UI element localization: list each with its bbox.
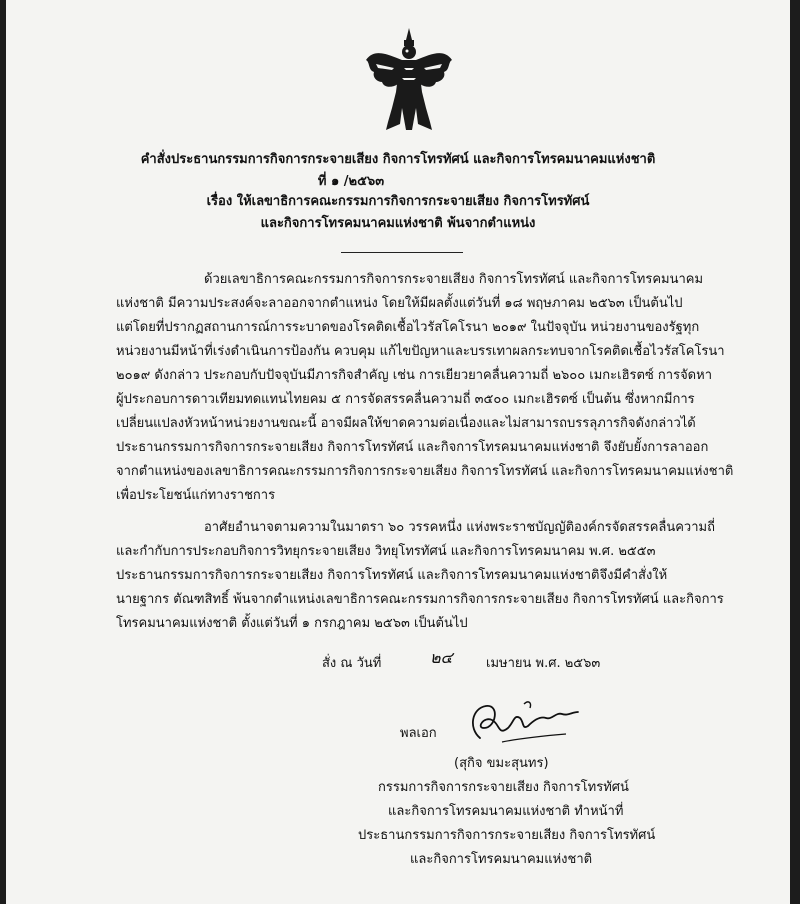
divider-rule [341,252,463,253]
paragraph-line: ๒๐๑๙ ดังกล่าว ประกอบกับปัจจุบันมีภารกิจสำคัญ เช่น การเยียวยาคลื่นความถี่ ๒๖๐๐ เมกะเฮิรตซ์ การจัดหา [116,368,712,383]
paragraph-line: เพื่อประโยชน์แก่ทางราชการ [116,488,276,503]
paragraph-line: และกำกับการประกอบกิจการวิทยุกระจายเสียง วิทยุโทรทัศน์ และกิจการโทรคมนาคม พ.ศ. ๒๕๕๓ [116,544,656,559]
subject-line-1: เรื่อง ให้เลขาธิการคณะกรรมการกิจการกระจายเสียง กิจการโทรทัศน์ [206,194,590,209]
signer-position-line: และกิจการโทรคมนาคมแห่งชาติ ทำหน้าที่ [388,804,624,819]
paragraph-line: แห่งชาติ มีความประสงค์จะลาออกจากตำแหน่ง โดยให้มีผลตั้งแต่วันที่ ๑๘ พฤษภาคม ๒๕๖๓ เป็นต้นไป [116,296,683,311]
garuda-emblem [362,26,456,134]
handwritten-signature [462,698,582,746]
paragraph-line: ด้วยเลขาธิการคณะกรรมการกิจการกระจายเสียง กิจการโทรทัศน์ และกิจการโทรคมนาคม [204,272,704,287]
order-number: ที่ ๑ /๒๕๖๓ [317,174,385,189]
date-prefix: สั่ง ณ วันที่ [322,656,382,671]
paragraph-line: อาศัยอำนาจตามความในมาตรา ๖๐ วรรคหนึ่ง แห่งพระราชบัญญัติองค์กรจัดสรรคลื่นความถี่ [204,520,715,535]
paragraph-line: ประธานกรรมการกิจการกระจายเสียง กิจการโทรทัศน์ และกิจการโทรคมนาคมแห่งชาติ จึงยับยั้งการลาออก [116,440,709,455]
date-day-handwritten: ๒๔ [430,648,453,667]
signer-position-line: กรรมการกิจการกระจายเสียง กิจการโทรทัศน์ [378,780,629,795]
order-title: คำสั่งประธานกรรมการกิจการกระจายเสียง กิจการโทรทัศน์ และกิจการโทรคมนาคมแห่งชาติ [140,152,656,167]
subject-line-2: และกิจการโทรคมนาคมแห่งชาติ พ้นจากตำแหน่ง [260,216,536,231]
signer-position-line: และกิจการโทรคมนาคมแห่งชาติ [410,852,593,867]
paragraph-line: เปลี่ยนแปลงหัวหน้าหน่วยงานขณะนี้ อาจมีผลให้ขาดความต่อเนื่องและไม่สามารถบรรลุภารกิจดังกล่าวได้ [116,416,696,431]
paragraph-line: แต่โดยที่ปรากฏสถานการณ์การระบาดของโรคติดเชื้อไวรัสโคโรนา ๒๐๑๙ ในปัจจุบัน หน่วยงานของรัฐทุก [116,320,700,335]
paragraph-line: ประธานกรรมการกิจการกระจายเสียง กิจการโทรทัศน์ และกิจการโทรคมนาคมแห่งชาติจึงมีคำสั่งให้ [116,568,668,583]
paragraph-line: นายฐากร ตัณฑสิทธิ์ พ้นจากตำแหน่งเลขาธิการคณะกรรมการกิจการกระจายเสียง กิจการโทรทัศน์ และกิจการ [116,592,724,607]
signer-rank: พลเอก [400,726,437,741]
signer-position-line: ประธานกรรมการกิจการกระจายเสียง กิจการโทรทัศน์ [358,828,656,843]
signer-name: (สุกิจ ขมะสุนทร) [454,756,549,771]
paragraph-line: จากตำแหน่งของเลขาธิการคณะกรรมการกิจการกระจายเสียง กิจการโทรทัศน์ และกิจการโทรคมนาคมแห่งชาติ [116,464,734,479]
paragraph-line: โทรคมนาคมแห่งชาติ ตั้งแต่วันที่ ๑ กรกฎาคม ๒๕๖๓ เป็นต้นไป [116,616,468,631]
paragraph-line: ผู้ประกอบการดาวเทียมทดแทนไทยคม ๕ การจัดสรรคลื่นความถี่ ๓๕๐๐ เมกะเฮิรตซ์ เป็นต้น ซึ่งหากมีการ [116,392,695,407]
document-page [6,0,790,904]
date-suffix: เมษายน พ.ศ. ๒๕๖๓ [486,656,601,671]
paragraph-line: หน่วยงานมีหน้าที่เร่งดำเนินการป้องกัน ควบคุม แก้ไขปัญหาและบรรเทาผลกระทบจากโรคติดเชื้อไวรัสโคโรนา [116,344,725,359]
